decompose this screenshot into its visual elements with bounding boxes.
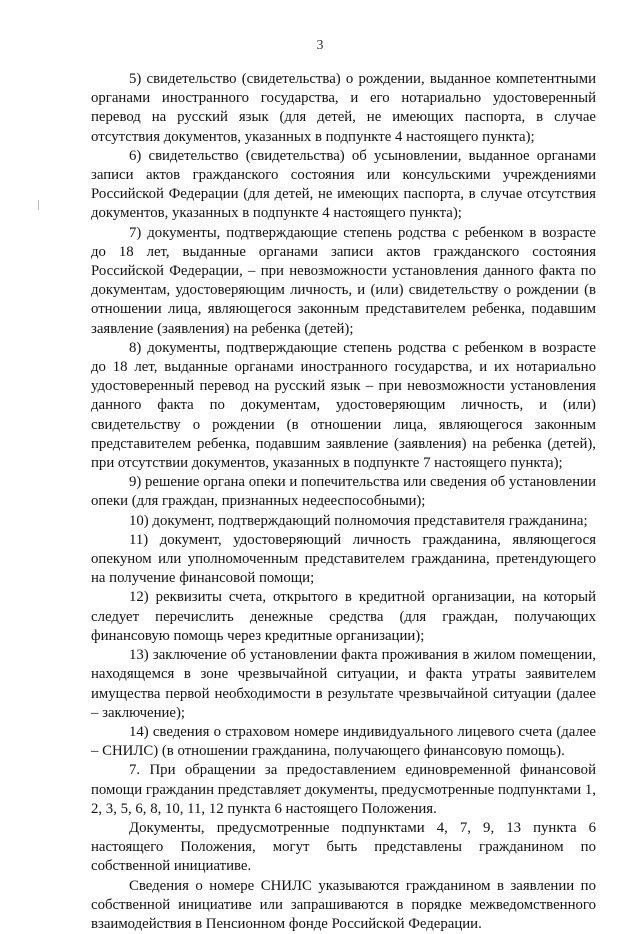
page-number: 3 (316, 38, 324, 53)
paragraph-item-14: 14) сведения о страховом номере индивидуального лицевого счета (далее – СНИЛС) (в отношении гражданина, получающего финансовую помощь). (91, 723, 596, 760)
paragraph-item-8: 8) документы, подтверждающие степень родства с ребенком в возрасте до 18 лет, выданные органами иностранного государства, и их нотариально удостоверенный перевод на русский язык – при невозможности установления данного факта по документам, удостоверяющим личность, и (или) свидетельству о рождении (в отношении лица, являющегося законным представителем ребенка, подавшим заявление (заявления) на ребенка (детей), при отсутствии документов, указанных в подпункте 7 настоящего пункта); (91, 339, 596, 472)
paragraph-item-12: 12) реквизиты счета, открытого в кредитной организации, на который следует перечислить денежные средства (для граждан, получающих финансовую помощь через кредитные организации); (91, 589, 596, 644)
paragraph-item-5: 5) свидетельство (свидетельства) о рождении, выданное компетентными органами иностранного государства, и его нотариально удостоверенный перевод на русский язык (для детей, не имеющих паспорта, в случае отсутствия документов, указанных в подпункте 4 настоящего пункта); (91, 71, 596, 145)
paragraph-optional-documents: Документы, предусмотренные подпунктами 4, 7, 9, 13 пункта 6 настоящего Положения, могут быть представлены гражданином по собственной инициативе. (91, 819, 596, 875)
paragraph-item-9: 9) решение органа опеки и попечительства или сведения об установлении опеки (для граждан, признанных недееспособными); (91, 474, 596, 510)
paragraph-snils-info: Сведения о номере СНИЛС указываются гражданином в заявлении по собственной инициативе или запрашиваются в порядке межведомственного взаимодействия в Пенсионном фонде Российской Федерации. (91, 877, 596, 932)
document-body (91, 70, 596, 934)
paragraph-clause-7: 7. При обращении за предоставлением единовременной финансовой помощи гражданин представляет документы, предусмотренные подпунктами 1, 2, 3, 5, 6, 8, 10, 11, 12 пункта 6 настоящего Положения. (91, 762, 596, 817)
paragraph-item-6: 6) свидетельство (свидетельства) об усыновлении, выданное органами записи актов гражданского состояния или консульскими учреждениями Российской Федерации (для детей, не имеющих паспорта, в случае отсутствия документов, указанных в подпункте 4 настоящего пункта); (91, 147, 596, 222)
paragraph-item-11: 11) документ, удостоверяющий личность гражданина, являющегося опекуном или уполномоченным представителем гражданина, претендующего на получение финансовой помощи; (91, 531, 596, 587)
paragraph-item-10: 10) документ, подтверждающий полномочия представителя гражданина; (129, 512, 588, 529)
paragraph-item-7: 7) документы, подтверждающие степень родства с ребенком в возрасте до 18 лет, выданные органами записи актов гражданского состояния Российской Федерации, – при невозможности установления данного факта по документам, удостоверяющим личность, и (или) свидетельству о рождении (в отношении лица, являющегося законным представителем ребенка, подавшим заявление (заявления) на ребенка (детей); (91, 224, 596, 337)
scan-margin-mark (38, 200, 39, 210)
paragraph-item-13: 13) заключение об установлении факта проживания в жилом помещении, находящемся в зоне чрезвычайной ситуации, и факта утраты заявителем имущества первой необходимости в результате чрезвычайной ситуации (далее – заключение); (91, 647, 596, 721)
